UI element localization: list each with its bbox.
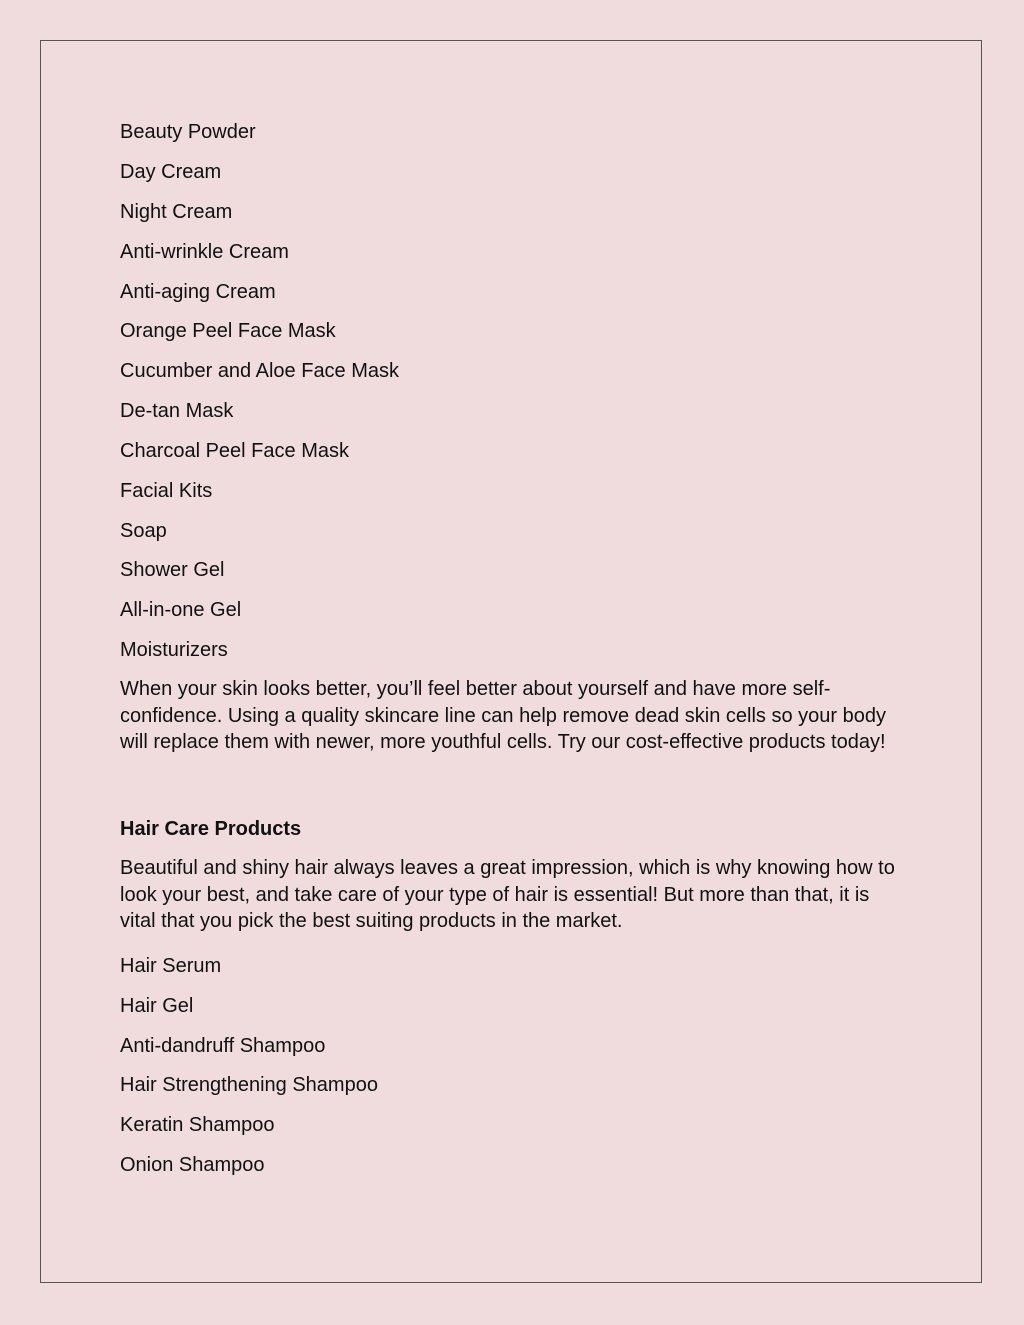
skincare-item: Anti-wrinkle Cream (120, 241, 289, 263)
skincare-item: Night Cream (120, 201, 233, 223)
haircare-item: Anti-dandruff Shampoo (120, 1035, 326, 1057)
haircare-paragraph: Beautiful and shiny hair always leaves a great impression, which is why knowing how to look your best, and take care of your type of hair is essential! But more than that, it is vital that you pick the best suiting products in the market. (120, 857, 895, 933)
skincare-item: Moisturizers (120, 639, 228, 661)
section-heading-hair-care: Hair Care Products (120, 818, 302, 840)
skincare-item: Day Cream (120, 161, 222, 183)
skincare-item: Anti-aging Cream (120, 281, 276, 303)
skincare-item: Beauty Powder (120, 121, 256, 143)
skincare-item: Cucumber and Aloe Face Mask (120, 360, 400, 382)
skincare-item: All-in-one Gel (120, 599, 242, 621)
skincare-item: Charcoal Peel Face Mask (120, 440, 349, 462)
haircare-item: Onion Shampoo (120, 1154, 265, 1176)
skincare-item: Facial Kits (120, 480, 213, 502)
haircare-item: Hair Serum (120, 955, 222, 977)
haircare-item: Keratin Shampoo (120, 1114, 275, 1136)
skincare-paragraph: When your skin looks better, you’ll feel better about yourself and have more self-confidence. Using a quality skincare line can help remove dead skin cells so your body will replace them with newer, more youthful cells. Try our cost-effective products today! (120, 678, 886, 754)
skincare-item: Shower Gel (120, 559, 225, 581)
haircare-item: Hair Strengthening Shampoo (120, 1074, 378, 1096)
haircare-item: Hair Gel (120, 995, 194, 1017)
skincare-item: Soap (120, 520, 167, 542)
skincare-item: De-tan Mask (120, 400, 234, 422)
skincare-item: Orange Peel Face Mask (120, 320, 336, 342)
